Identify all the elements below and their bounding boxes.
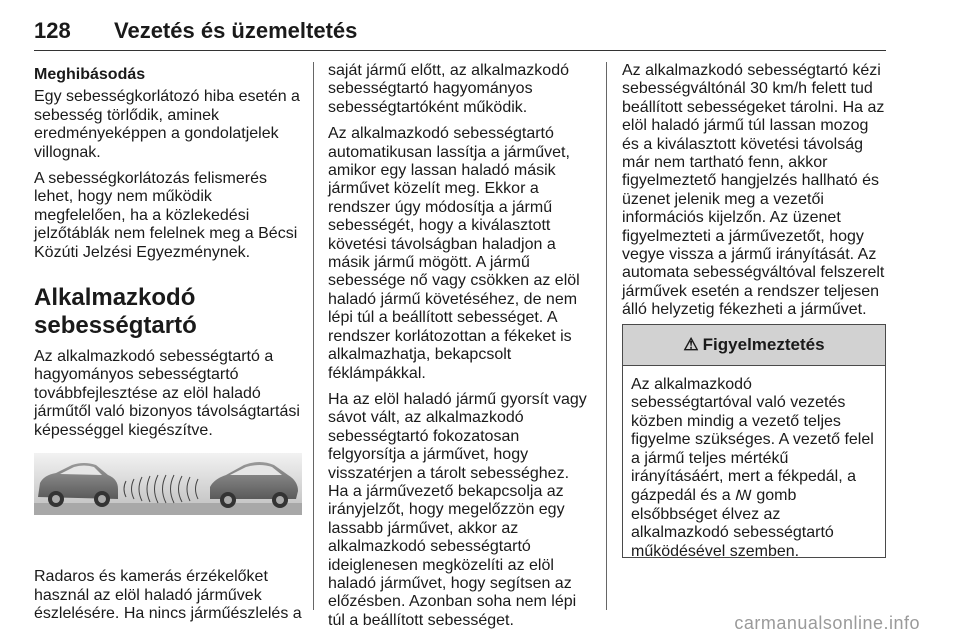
acc-radar-cars-illustration bbox=[34, 445, 302, 525]
column-divider bbox=[606, 62, 607, 610]
paragraph: Az alkalmazkodó sebességtartó kézi sebességváltónál 30 km/h felett tud beállított sebességeket tárolni. Ha az elöl haladó jármű túl lassan mozog és a kiválasztott követési távolság már nem tartható fenn, akkor figyelmeztető hangjelzés hallható és üzenet jelenik meg a vezetői információs kijelzőn. Az üzenet figyelmezteti a járművezetőt, hogy vegye vissza a jármű irányítását. Az automata sebességváltóval felszerelt járművek esetén a rendszer teljesen álló helyzetig fékezheti a járművet. bbox=[622, 62, 885, 319]
page-header bbox=[34, 18, 886, 48]
column-middle bbox=[328, 62, 593, 638]
paragraph: Az alkalmazkodó sebességtartó automatikusan lassítja a járművet, amikor egy lassan haladó másik járművet közelít meg. Ekkor a rendszer úgy módosítja a jármű sebességét, hogy a kiválasztott követési távolságban haladjon a másik jármű mögött. A jármű sebessége nő vagy csökken az elöl haladó jármű követéséhez, de nem lépi túl a beállított sebességet. A rendszer korlátozottan a fékeket is alkalmazhatja, bekapcsolt féklámpákkal. bbox=[328, 125, 580, 382]
paragraph: A sebességkorlátozás felismerés lehet, hogy nem működik megfelelően, ha a közlekedési jelzőtáblák nem felelnek meg a Bécsi Közúti Jelzési Egyezménynek. bbox=[34, 170, 298, 261]
warning-body bbox=[623, 366, 885, 561]
paragraph: saját jármű előtt, az alkalmazkodó sebességtartó hagyományos sebességtartóként működik. bbox=[328, 62, 569, 116]
chapter-title: Vezetés és üzemeltetés bbox=[114, 18, 358, 43]
warning-text: gomb elsőbbséget élvez az alkalmazkodó sebességtartó működésével szemben. bbox=[631, 487, 834, 560]
warning-text: Az alkalmazkodó sebességtartóval való vezetés közben mindig a vezető teljes figyelme szükséges. A vezető felel a jármű teljes mértékű irányításáért, mert a fékpedál, a gázpedál és a bbox=[631, 376, 874, 505]
subheading-malfunction: Meghibásodás bbox=[34, 66, 146, 83]
paragraph: Egy sebességkorlátozó hiba esetén a sebesség törlődik, aminek eredményeképpen a gondolatjelek villognak. bbox=[34, 88, 300, 161]
column-right bbox=[622, 62, 888, 328]
paragraph: Radaros és kamerás érzékelőket használ az elöl haladó járművek észlelésére. Ha nincs járműészlelés a bbox=[34, 568, 302, 622]
warning-triangle-icon: ⚠ bbox=[683, 335, 699, 354]
column-divider bbox=[313, 62, 314, 610]
watermark: carmanualsonline.info bbox=[734, 613, 920, 633]
paragraph: Ha az elöl haladó jármű gyorsít vagy sávot vált, az alkalmazkodó sebességtartó fokozatosan felgyorsítja a járművet, hogy visszatérjen a tárolt sebességhez. Ha a járművezető bekapcsolja az irányjelzőt, hogy megelőzzön egy lassabb járművet, akkor az alkalmazkodó sebességtartó ideiglenesen megközelíti az elöl haladó járművet, hogy segítsen az előzésben. Azonban soha nem lépi túl a beállított sebességet. bbox=[328, 390, 587, 629]
warning-header bbox=[623, 325, 885, 366]
cruise-button-icon: ꟿ bbox=[735, 487, 752, 504]
warning-box bbox=[622, 324, 886, 558]
paragraph: Az alkalmazkodó sebességtartó a hagyományos sebességtartó továbbfejlesztése az elöl haladó járműtől való bizonyos távolságtartási képességgel kiegészítve. bbox=[34, 348, 300, 439]
header-divider bbox=[34, 50, 886, 51]
page-number: 128 bbox=[34, 18, 71, 43]
column-left bbox=[34, 62, 304, 631]
section-heading: Alkalmazkodó sebességtartó bbox=[34, 284, 197, 340]
warning-title: Figyelmeztetés bbox=[702, 335, 825, 354]
